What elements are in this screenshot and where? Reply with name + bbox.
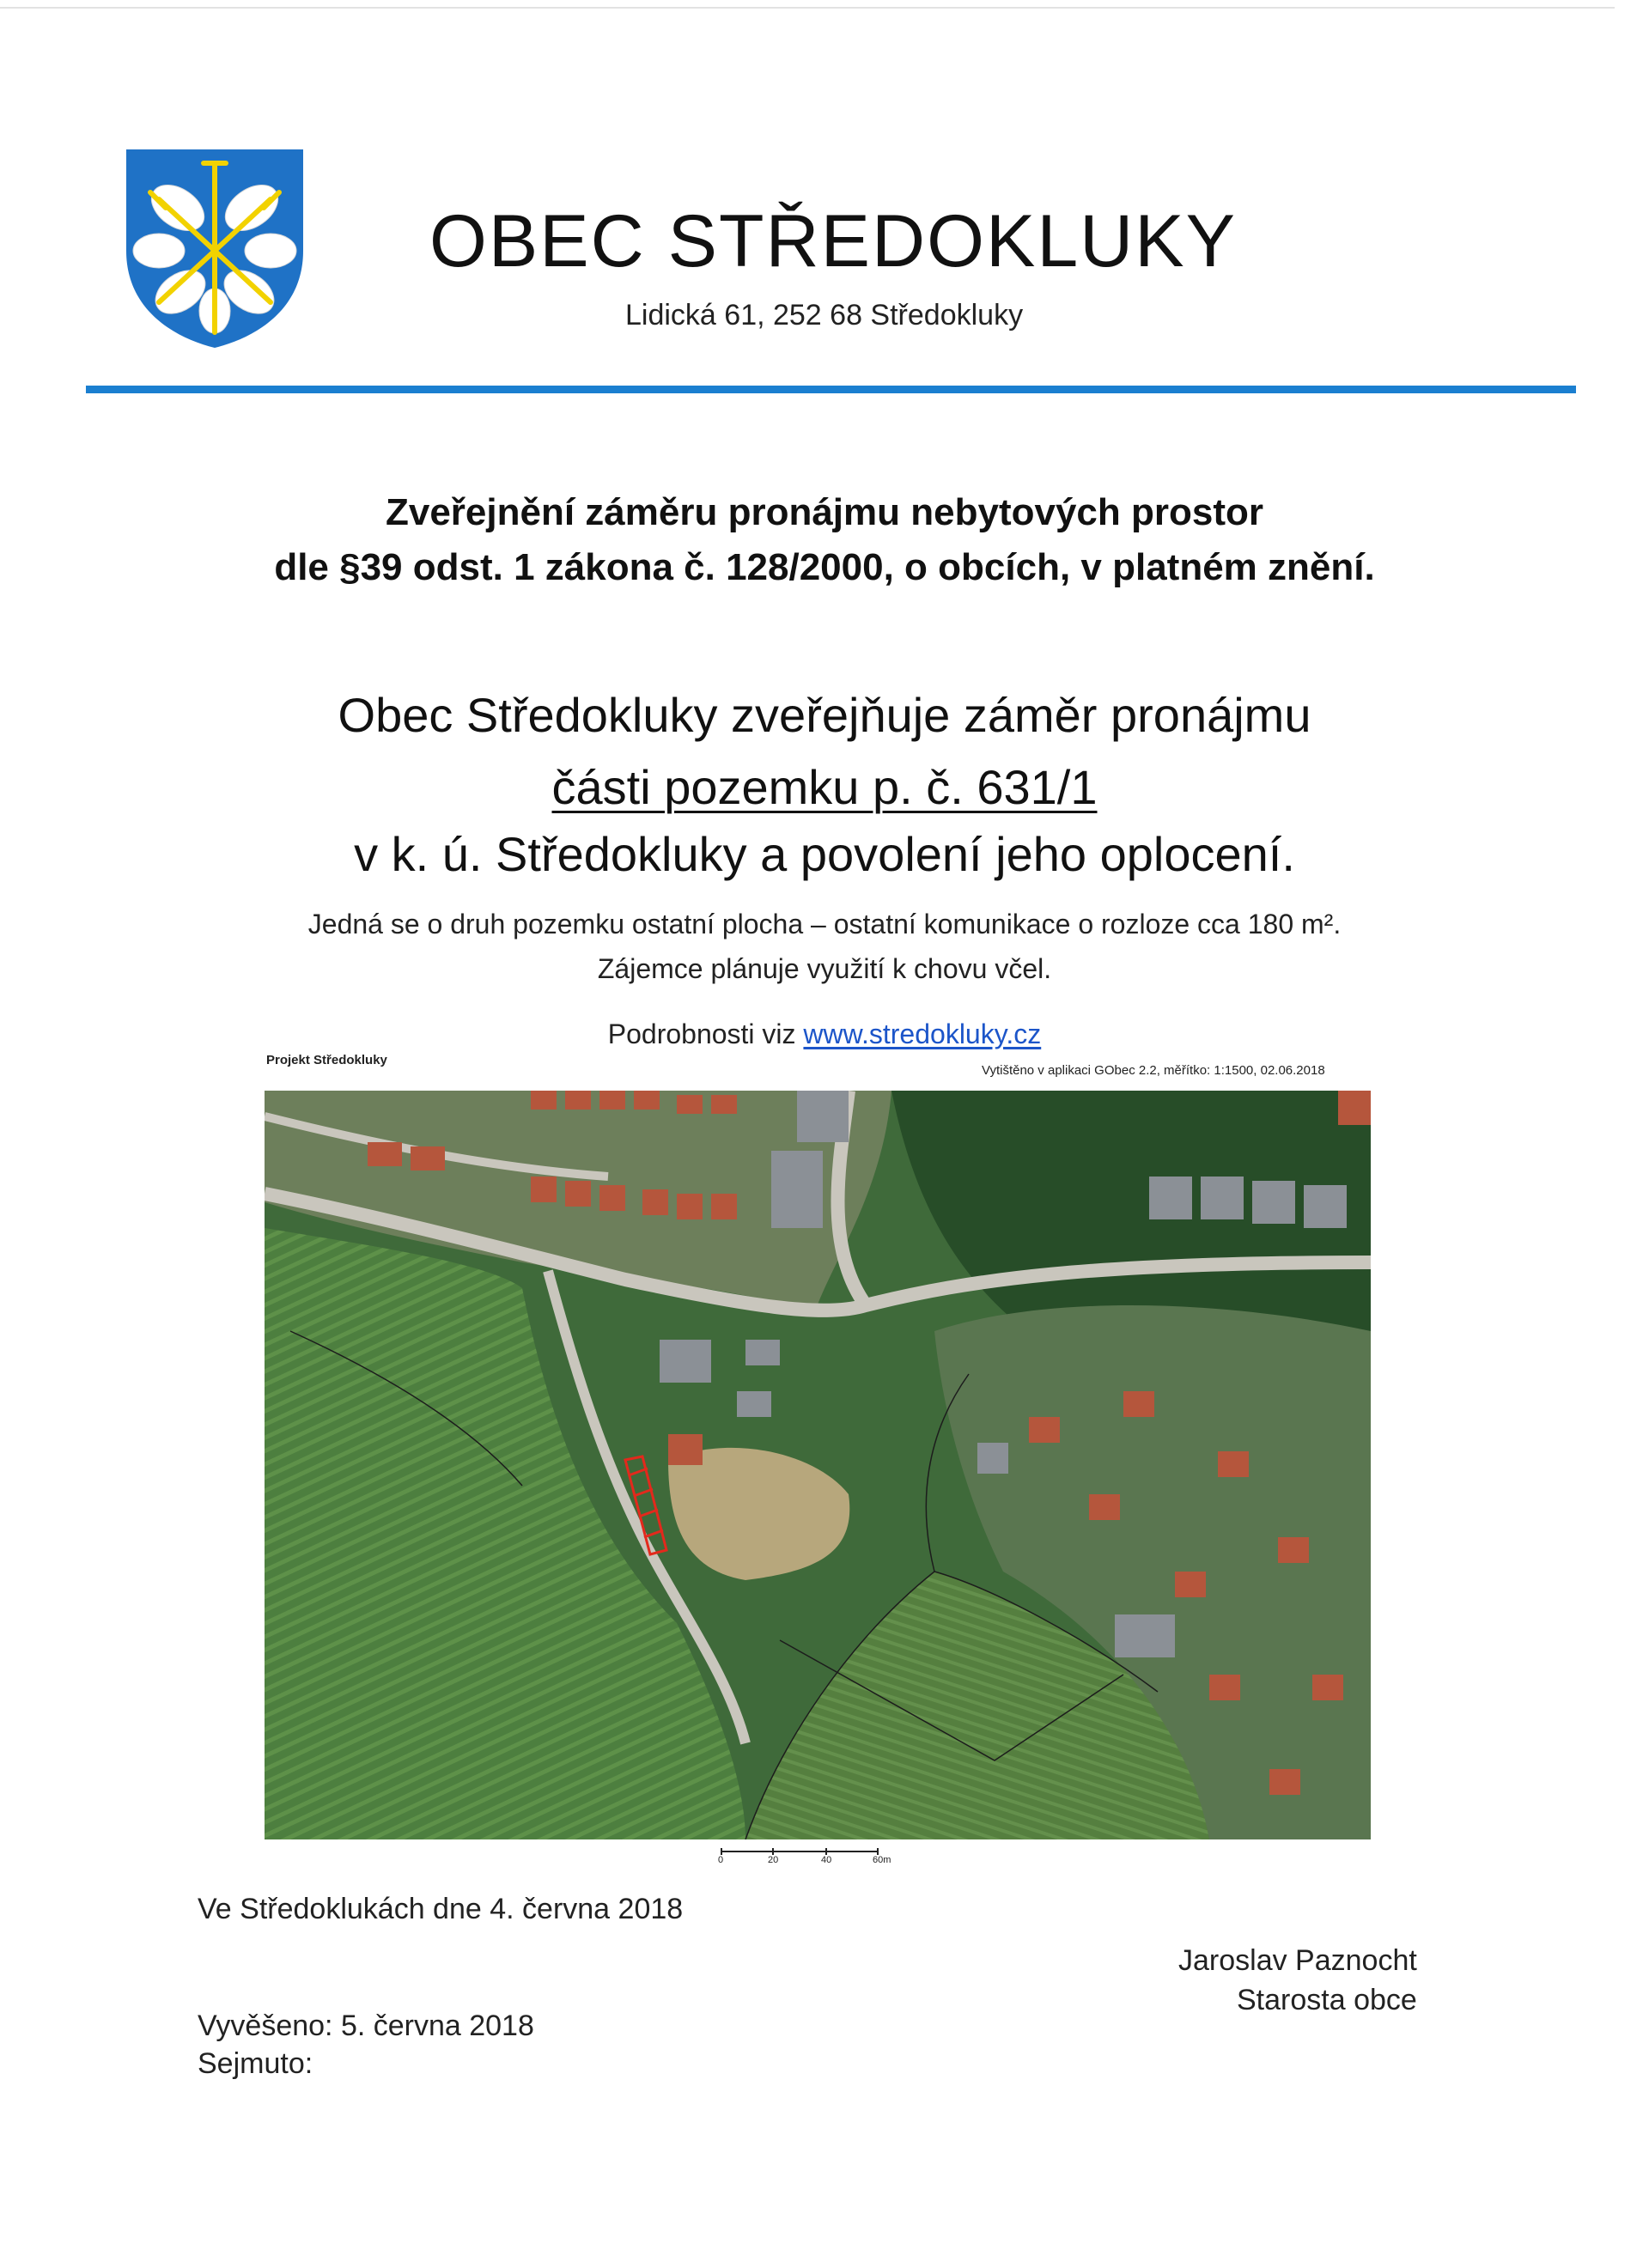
parcel-reference: části pozemku p. č. 631/1 xyxy=(551,760,1098,814)
place-and-date: Ve Středoklukách dne 4. června 2018 xyxy=(198,1893,684,1925)
scale-label-20: 20 xyxy=(768,1855,779,1865)
scale-label-60: 60m xyxy=(873,1855,891,1865)
map-project-label: Projekt Středokluky xyxy=(266,1053,387,1067)
notice-description-line2: Zájemce plánuje využití k chovu včel. xyxy=(597,953,1052,984)
details-prefix: Podrobnosti viz xyxy=(607,1018,796,1049)
notice-intro-line1: Obec Středokluky zveřejňuje záměr pronájmu xyxy=(338,688,1311,742)
header-divider xyxy=(86,386,1576,393)
municipal-crest-icon xyxy=(125,148,305,350)
details-line xyxy=(0,1018,1649,1050)
scale-label-40: 40 xyxy=(821,1855,832,1865)
top-edge-line xyxy=(0,7,1615,9)
posted-date: Vyvěšeno: 5. června 2018 xyxy=(198,2010,534,2042)
map-print-info: Vytištěno v aplikaci GObec 2.2, měřítko: 1:1500, 02.06.2018 xyxy=(982,1063,1325,1078)
notice-description-line1: Jedná se o druh pozemku ostatní plocha – ostatní komunikace o rozloze cca 180 m². xyxy=(307,909,1342,939)
signatory-role: Starosta obce xyxy=(1237,1984,1417,2016)
notice-intro-line2 xyxy=(0,759,1649,815)
notice-intro-line3: v k. ú. Středokluky a povolení jeho oplocení. xyxy=(354,827,1295,881)
removed-date: Sejmuto: xyxy=(198,2047,313,2080)
website-link[interactable]: www.stredokluky.cz xyxy=(803,1018,1042,1049)
municipality-address: Lidická 61, 252 68 Středokluky xyxy=(625,299,1024,331)
aerial-map xyxy=(265,1091,1371,1839)
signatory-name: Jaroslav Paznocht xyxy=(1178,1944,1417,1977)
aerial-map-image xyxy=(265,1091,1371,1839)
notice-heading-line2: dle §39 odst. 1 zákona č. 128/2000, o obcích, v platném znění. xyxy=(274,546,1375,588)
scale-label-0: 0 xyxy=(718,1855,724,1865)
municipality-title: OBEC STŘEDOKLUKY xyxy=(429,200,1237,283)
notice-heading-line1: Zveřejnění záměru pronájmu nebytových prostor xyxy=(385,491,1263,533)
